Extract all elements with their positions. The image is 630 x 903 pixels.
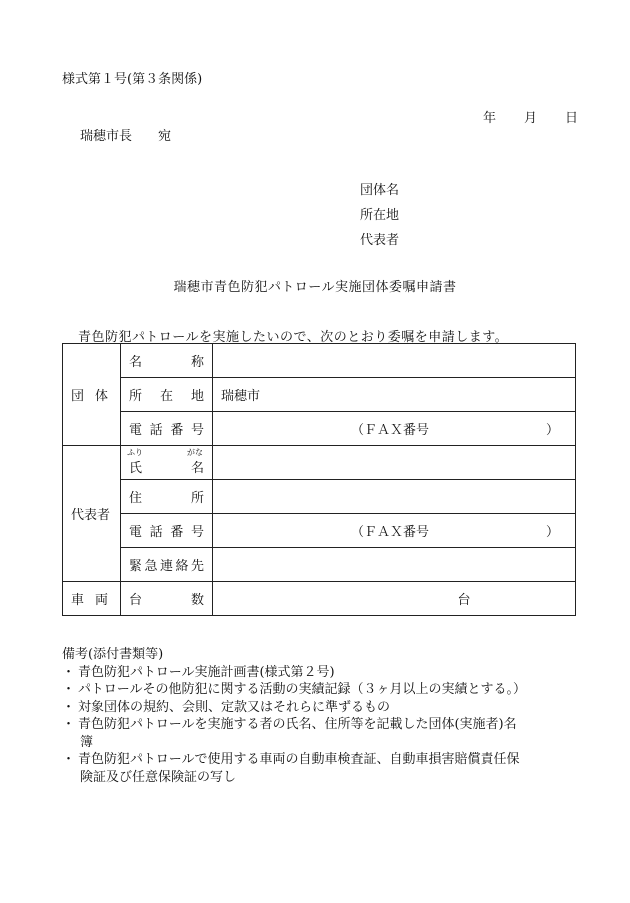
table-row — [63, 344, 576, 378]
date-day: 日 — [564, 111, 578, 126]
representative-phone-field[interactable]: （ＦＡＸ番号 ） — [213, 514, 576, 548]
representative-address-label: 住 所 — [121, 480, 213, 514]
representative-address-field[interactable] — [213, 480, 576, 514]
representative-name-label: ふり がな 氏 名 — [121, 446, 213, 480]
table-row — [63, 582, 576, 616]
applicant-group-name-label: 団体名 — [360, 183, 400, 198]
representative-phone-label: 電 話 番 号 — [121, 514, 213, 548]
addressee-name: 瑞穂市長 — [80, 129, 133, 144]
notes-section — [62, 646, 592, 786]
furigana-label: がな — [187, 448, 203, 457]
table-row — [63, 412, 576, 446]
form-number: 様式第１号(第３条関係) — [62, 72, 203, 87]
vehicle-unit: 台 — [457, 593, 471, 608]
applicant-block — [360, 178, 399, 253]
document-title: 瑞穂市青色防犯パトロール実施団体委嘱申請書 — [173, 280, 457, 295]
intro-text: 青色防犯パトロールを実施したいので、次のとおり委嘱を申請します。 — [78, 330, 509, 345]
vehicle-count-label: 台 数 — [121, 582, 213, 616]
representative-fax-label: （ＦＡＸ番号 — [351, 525, 430, 540]
group-name-label: 名 称 — [121, 344, 213, 378]
group-address-field[interactable]: 瑞穂市 — [213, 378, 576, 412]
table-row — [63, 480, 576, 514]
date-year: 年 — [482, 111, 496, 126]
furigana-label: ふり — [127, 448, 143, 457]
group-phone-label: 電 話 番 号 — [121, 412, 213, 446]
date-line — [483, 107, 578, 126]
group-phone-field[interactable]: （ＦＡＸ番号 ） — [213, 412, 576, 446]
applicant-address-label: 所在地 — [360, 208, 400, 223]
application-table — [62, 343, 576, 616]
table-row — [63, 446, 576, 480]
applicant-representative-label: 代表者 — [360, 233, 400, 248]
table-row — [63, 378, 576, 412]
table-row — [63, 514, 576, 548]
list-item: ・ 対象団体の規約、会則、定款又はそれらに準ずるもの — [62, 699, 592, 717]
emergency-contact-field[interactable] — [213, 548, 576, 582]
group-fax-label: （ＦＡＸ番号 — [351, 423, 430, 438]
list-item: ・ 青色防犯パトロールを実施する者の氏名、住所等を記載した団体(実施者)名 簿 — [62, 716, 592, 751]
representative-section-label: 代表者 — [63, 446, 121, 582]
group-name-field[interactable] — [213, 344, 576, 378]
notes-heading: 備考(添付書類等) — [62, 647, 164, 662]
representative-name-field[interactable] — [213, 446, 576, 480]
group-section-label: 団 体 — [63, 344, 121, 446]
date-month: 月 — [523, 111, 537, 126]
addressee — [80, 125, 171, 144]
addressee-suffix: 宛 — [158, 129, 172, 144]
list-item: ・ 青色防犯パトロール実施計画書(様式第２号) — [62, 664, 592, 682]
list-item: ・ パトロールその他防犯に関する活動の実績記録（３ヶ月以上の実績とする。） — [62, 681, 592, 699]
vehicle-section-label: 車 両 — [63, 582, 121, 616]
vehicle-count-field[interactable] — [213, 582, 576, 616]
table-row — [63, 548, 576, 582]
group-address-label: 所 在 地 — [121, 378, 213, 412]
emergency-contact-label: 緊 急 連 絡 先 — [121, 548, 213, 582]
list-item: ・ 青色防犯パトロールで使用する車両の自動車検査証、自動車損害賠償責任保 険証及び任意保険証の写し — [62, 751, 592, 786]
